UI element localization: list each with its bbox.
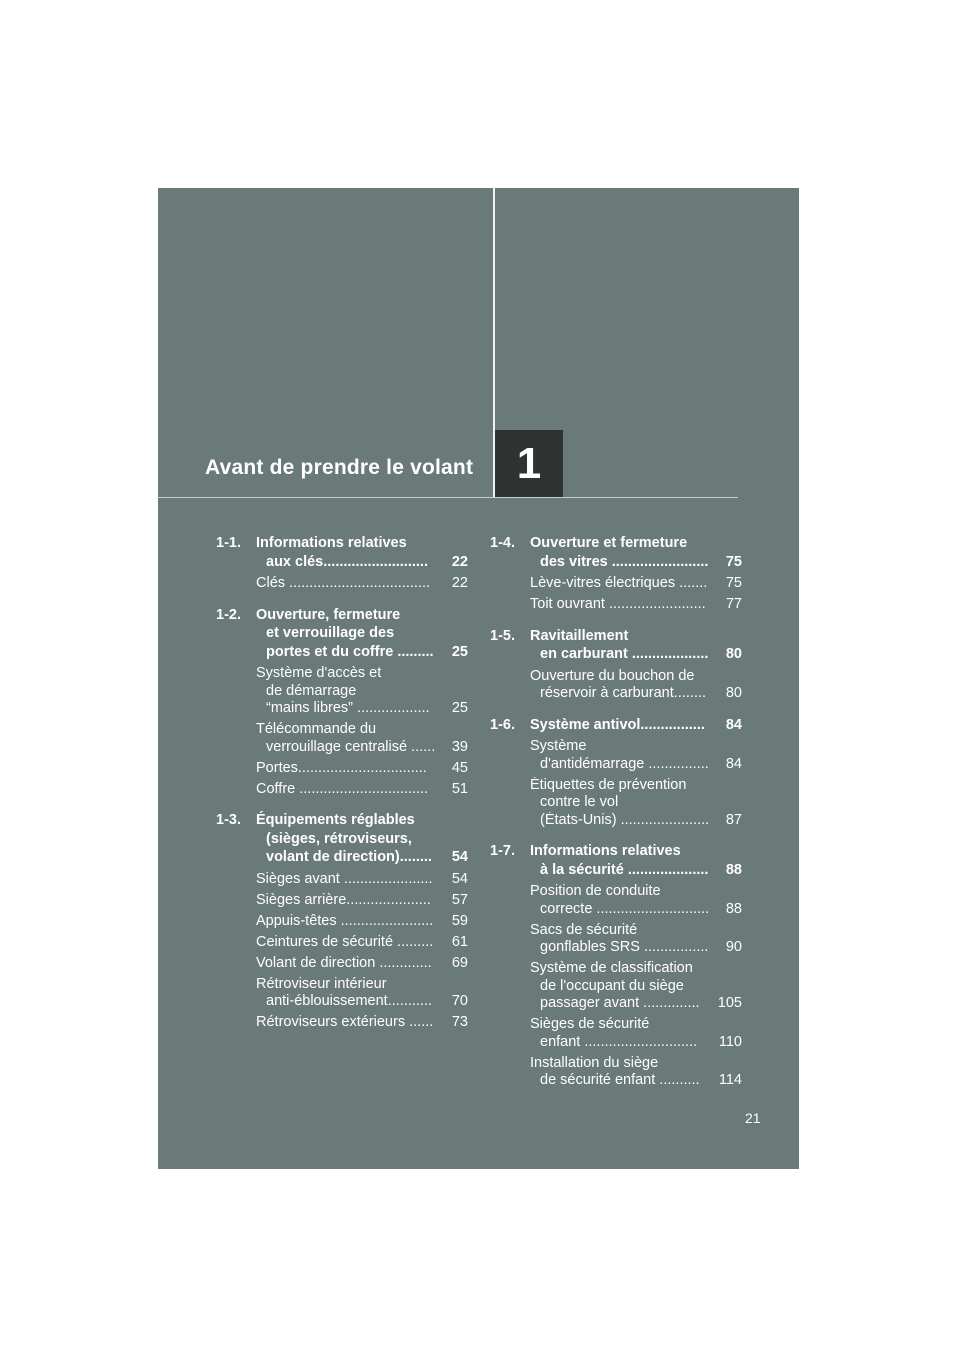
section-items xyxy=(216,871,468,1032)
toc-column-right xyxy=(490,534,742,1103)
toc-entry[interactable] xyxy=(256,955,468,973)
section-title-text: Informations relatives xyxy=(530,843,681,859)
item-text: Rétroviseurs extérieurs ...... xyxy=(256,1014,434,1030)
section-title xyxy=(530,534,742,571)
item-text: réservoir à carburant........ xyxy=(540,685,707,701)
chapter-panel xyxy=(158,188,799,1169)
section-heading[interactable] xyxy=(216,534,468,571)
item-text: Clés ................................... xyxy=(256,575,431,591)
item-line xyxy=(256,892,468,910)
section-title-text: et verrouillage des xyxy=(266,625,395,641)
section-heading[interactable] xyxy=(490,627,742,664)
toc-section[interactable] xyxy=(490,842,742,1090)
item-text: de sécurité enfant .......... xyxy=(540,1072,700,1088)
item-text: Rétroviseur intérieur xyxy=(256,975,387,992)
item-page-number: 59 xyxy=(451,912,468,929)
item-line xyxy=(530,978,742,996)
item-line xyxy=(530,794,742,812)
section-title-line xyxy=(256,606,468,625)
item-text: verrouillage centralisé ...... xyxy=(266,738,436,755)
item-text: contre le vol xyxy=(540,794,619,810)
item-line xyxy=(530,883,742,901)
toc-entry[interactable] xyxy=(256,913,468,931)
item-text: Position de conduite xyxy=(530,883,661,899)
item-page-number: 75 xyxy=(725,575,742,591)
section-number: 1-5. xyxy=(490,627,515,644)
section-page-number: 88 xyxy=(725,861,742,878)
toc-entry[interactable] xyxy=(530,738,742,773)
section-title-text: Ouverture et fermeture xyxy=(530,535,688,551)
item-page-number: 77 xyxy=(725,596,742,612)
item-text: Toit ouvrant ........................ xyxy=(530,596,706,612)
section-page-number: 75 xyxy=(725,553,742,570)
item-line xyxy=(530,995,742,1013)
item-text: enfant ............................ xyxy=(540,1033,698,1050)
item-text: Appuis-têtes ....................... xyxy=(256,912,434,929)
item-page-number: 110 xyxy=(718,1033,742,1050)
section-title-line xyxy=(256,553,468,572)
item-text: Volant de direction ............. xyxy=(256,954,432,971)
item-line xyxy=(256,913,468,931)
item-page-number: 54 xyxy=(451,870,468,887)
item-line xyxy=(530,668,742,686)
section-page-number: 25 xyxy=(451,643,468,660)
section-title xyxy=(530,716,742,735)
item-text: “mains libres” .................. xyxy=(266,700,430,716)
section-items xyxy=(490,668,742,703)
item-text: Sièges avant ...................... xyxy=(256,870,433,887)
toc-section[interactable] xyxy=(216,811,468,1032)
item-text: de démarrage xyxy=(266,682,357,699)
toc-entry[interactable] xyxy=(256,665,468,718)
item-line xyxy=(256,700,468,718)
item-line xyxy=(256,993,468,1011)
chapter-number-badge: 1 xyxy=(495,430,563,497)
item-line xyxy=(256,1014,468,1032)
item-text: Ouverture du bouchon de xyxy=(530,667,695,684)
toc-section[interactable] xyxy=(490,534,742,614)
item-line xyxy=(530,596,742,614)
item-page-number: 57 xyxy=(451,891,468,908)
toc-column-left xyxy=(216,534,468,1045)
toc-entry[interactable] xyxy=(530,1055,742,1090)
item-page-number: 45 xyxy=(451,759,468,776)
item-page-number: 84 xyxy=(725,755,742,772)
item-text: Système de classification xyxy=(530,960,693,976)
section-page-number: 54 xyxy=(451,849,468,865)
toc-section[interactable] xyxy=(490,716,742,830)
toc-section[interactable] xyxy=(216,534,468,593)
toc-entry[interactable] xyxy=(256,1014,468,1032)
section-heading[interactable] xyxy=(490,716,742,735)
item-page-number: 73 xyxy=(451,1014,468,1030)
item-text: d'antidémarrage ............... xyxy=(540,755,709,772)
item-line xyxy=(256,781,468,799)
item-line xyxy=(530,960,742,978)
section-title-line xyxy=(530,534,742,553)
item-line xyxy=(256,871,468,889)
item-page-number: 25 xyxy=(451,700,468,716)
item-line xyxy=(530,1072,742,1090)
section-title xyxy=(530,842,742,879)
toc-entry[interactable] xyxy=(530,777,742,830)
section-number: 1-1. xyxy=(216,535,241,551)
item-page-number: 90 xyxy=(725,939,742,955)
item-text: Installation du siège xyxy=(530,1054,659,1071)
item-page-number: 22 xyxy=(451,575,468,591)
section-title-line xyxy=(256,848,468,867)
section-title-text: Ravitaillement xyxy=(530,627,629,644)
item-line xyxy=(256,955,468,973)
section-title-line xyxy=(256,830,468,849)
item-text: Télécommande du xyxy=(256,721,377,737)
section-title-line xyxy=(530,716,742,735)
toc-entry[interactable] xyxy=(530,668,742,703)
toc-entry[interactable] xyxy=(256,871,468,889)
item-text: Sièges de sécurité xyxy=(530,1016,650,1032)
item-line xyxy=(530,939,742,957)
section-title-line xyxy=(256,643,468,662)
section-title-line xyxy=(530,645,742,664)
section-items xyxy=(490,575,742,614)
section-number: 1-6. xyxy=(490,716,515,733)
item-page-number: 80 xyxy=(725,685,742,701)
section-heading[interactable] xyxy=(490,534,742,571)
toc-section[interactable] xyxy=(216,606,468,799)
section-title-text: volant de direction)........ xyxy=(266,849,432,865)
toc-entry[interactable] xyxy=(256,892,468,910)
toc-entry[interactable] xyxy=(256,721,468,756)
section-title-text: à la sécurité .................... xyxy=(540,861,709,878)
toc-section[interactable] xyxy=(490,627,742,703)
section-items xyxy=(490,883,742,1090)
item-text: Système d'accès et xyxy=(256,665,382,681)
item-text: Coffre ................................ xyxy=(256,780,429,797)
item-page-number: 114 xyxy=(718,1072,742,1088)
toc-entry[interactable] xyxy=(530,922,742,957)
item-line xyxy=(530,901,742,919)
section-heading[interactable] xyxy=(490,842,742,879)
section-title xyxy=(256,534,468,571)
item-text: Sièges arrière..................... xyxy=(256,891,431,908)
section-items xyxy=(216,665,468,798)
section-title-line xyxy=(530,842,742,861)
section-page-number: 80 xyxy=(725,646,742,662)
section-number: 1-3. xyxy=(216,812,241,828)
item-line xyxy=(256,739,468,757)
toc-entry[interactable] xyxy=(530,596,742,614)
item-line xyxy=(530,756,742,774)
item-text: Sacs de sécurité xyxy=(530,921,638,938)
section-title-text: des vitres ........................ xyxy=(540,553,709,570)
section-title-text: en carburant ................... xyxy=(540,646,709,662)
item-line xyxy=(256,683,468,701)
toc-entry[interactable] xyxy=(256,575,468,593)
item-page-number: 61 xyxy=(451,933,468,950)
section-heading[interactable] xyxy=(216,811,468,867)
section-number: 1-2. xyxy=(216,606,241,623)
item-page-number: 70 xyxy=(451,993,468,1009)
item-line xyxy=(530,922,742,940)
section-heading[interactable] xyxy=(216,606,468,662)
item-page-number: 87 xyxy=(725,811,742,828)
item-line xyxy=(530,812,742,830)
section-title-text: Informations relatives xyxy=(256,535,407,551)
toc-entry[interactable] xyxy=(530,883,742,918)
item-text: gonflables SRS ................ xyxy=(540,939,709,955)
item-page-number: 51 xyxy=(451,780,468,797)
section-items xyxy=(490,738,742,829)
horizontal-divider xyxy=(158,497,738,498)
item-line xyxy=(530,1055,742,1073)
section-title xyxy=(530,627,742,664)
item-line xyxy=(530,1034,742,1052)
item-page-number: 88 xyxy=(725,900,742,917)
item-text: de l'occupant du siège xyxy=(540,977,684,994)
item-line xyxy=(256,721,468,739)
item-line xyxy=(256,976,468,994)
page-number: 21 xyxy=(745,1110,761,1126)
section-title-text: Système antivol................ xyxy=(530,716,705,733)
item-line xyxy=(256,665,468,683)
toc-entry[interactable] xyxy=(256,781,468,799)
item-text: anti-éblouissement........... xyxy=(266,993,433,1009)
toc-entry[interactable] xyxy=(256,934,468,952)
toc-entry[interactable] xyxy=(530,575,742,593)
section-page-number: 22 xyxy=(451,553,468,570)
item-line xyxy=(530,777,742,795)
item-line xyxy=(256,760,468,778)
item-line xyxy=(530,738,742,756)
item-text: Ceintures de sécurité ......... xyxy=(256,933,434,950)
item-page-number: 39 xyxy=(451,738,468,755)
item-text: Portes................................ xyxy=(256,759,427,776)
section-title-text: aux clés.......................... xyxy=(266,553,428,570)
item-page-number: 69 xyxy=(451,954,468,971)
item-text: correcte ............................ xyxy=(540,900,710,917)
item-line xyxy=(530,685,742,703)
item-text: passager avant .............. xyxy=(540,995,700,1011)
item-line xyxy=(256,934,468,952)
section-title-line xyxy=(530,553,742,572)
section-title-text: (sièges, rétroviseurs, xyxy=(266,830,412,847)
toc-entry[interactable] xyxy=(530,960,742,1013)
section-title xyxy=(256,606,468,662)
section-title-text: Ouverture, fermeture xyxy=(256,606,401,623)
item-page-number: 105 xyxy=(717,995,742,1011)
section-title-text: Équipements réglables xyxy=(256,812,415,828)
item-text: Lève-vitres électriques ....... xyxy=(530,575,708,591)
section-title-line xyxy=(256,811,468,830)
item-line xyxy=(530,575,742,593)
chapter-title: Avant de prendre le volant xyxy=(205,456,474,479)
section-title-line xyxy=(256,534,468,553)
section-number: 1-4. xyxy=(490,535,515,551)
section-number: 1-7. xyxy=(490,843,515,859)
section-items xyxy=(216,575,468,593)
section-page-number: 84 xyxy=(725,716,742,733)
toc-entry[interactable] xyxy=(256,760,468,778)
item-line xyxy=(530,1016,742,1034)
section-title-line xyxy=(530,627,742,646)
section-title-text: portes et du coffre ......... xyxy=(266,643,434,660)
section-title xyxy=(256,811,468,867)
item-text: (États-Unis) ...................... xyxy=(540,811,710,828)
toc-entry[interactable] xyxy=(256,976,468,1011)
item-text: Étiquettes de prévention xyxy=(530,776,687,793)
toc-entry[interactable] xyxy=(530,1016,742,1051)
item-line xyxy=(256,575,468,593)
section-title-line xyxy=(530,861,742,880)
section-title-line xyxy=(256,624,468,643)
item-text: Système xyxy=(530,738,587,754)
